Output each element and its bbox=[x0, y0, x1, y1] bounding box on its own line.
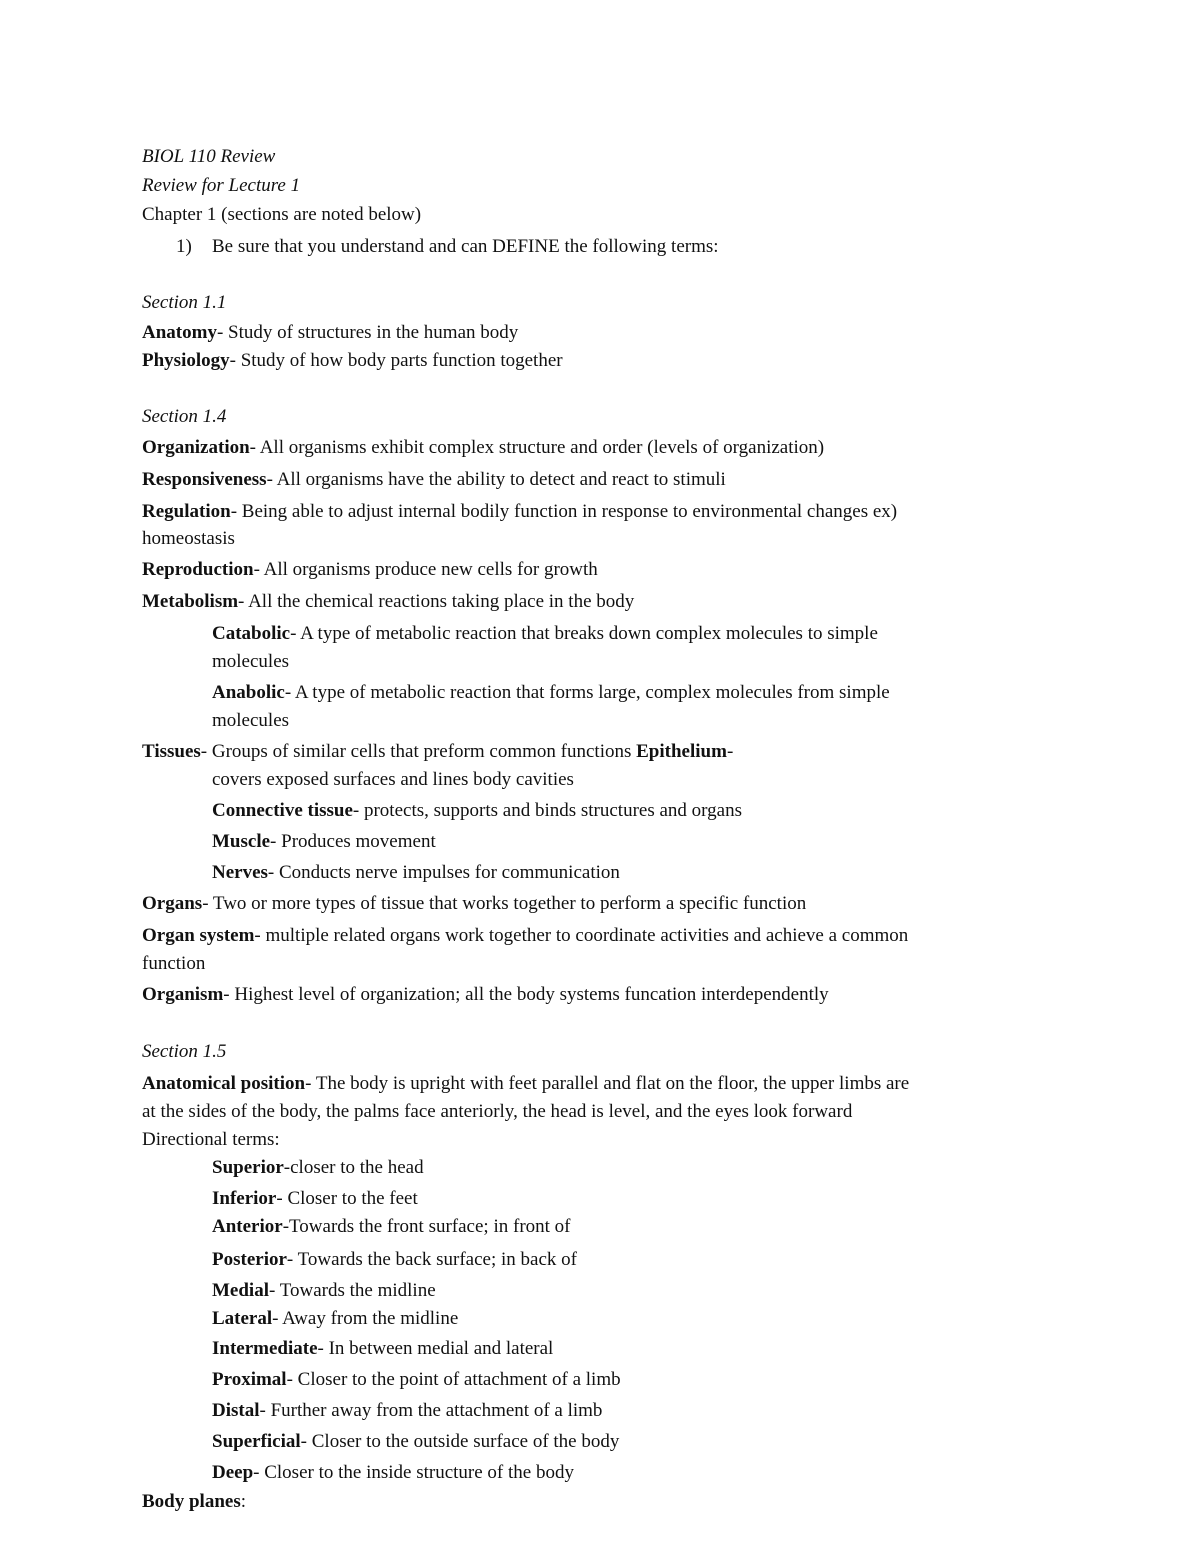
term-label-epithelium: Epithelium bbox=[636, 741, 727, 762]
term-definition: - A type of metabolic reaction that breaks down complex molecules to simple bbox=[290, 623, 878, 644]
term-definition: - bbox=[726, 741, 734, 762]
term-definition: - multiple related organs work together to coordinate activities and achieve a common bbox=[254, 925, 909, 946]
term-catabolic-cont: molecules bbox=[212, 651, 290, 672]
term-anatomy bbox=[142, 322, 518, 344]
term-tissues bbox=[142, 741, 733, 763]
term-label: Anatomical position bbox=[142, 1073, 306, 1094]
term-lateral bbox=[212, 1308, 458, 1330]
term-anabolic bbox=[212, 682, 890, 704]
term-regulation bbox=[142, 501, 897, 523]
term-definition: - All organisms exhibit complex structure and order (levels of organization) bbox=[249, 437, 825, 458]
term-anatomical-position bbox=[142, 1073, 909, 1095]
term-label: Physiology bbox=[142, 350, 230, 371]
term-anatomical-position-cont: at the sides of the body, the palms face anteriorly, the head is level, and the eyes look forward bbox=[142, 1101, 853, 1122]
term-definition: - Towards the back surface; in back of bbox=[286, 1249, 577, 1270]
term-definition: - Study of how body parts function together bbox=[229, 350, 563, 371]
term-label: Organs bbox=[142, 893, 203, 914]
term-organism bbox=[142, 984, 829, 1006]
chapter-line: Chapter 1 (sections are noted below) bbox=[142, 204, 422, 225]
term-definition: - All organisms produce new cells for growth bbox=[253, 559, 598, 580]
term-label: Organ system bbox=[142, 925, 255, 946]
term-definition: -Towards the front surface; in front of bbox=[282, 1216, 571, 1237]
term-label: Regulation bbox=[142, 501, 231, 522]
term-label: Intermediate bbox=[212, 1338, 318, 1359]
term-deep bbox=[212, 1462, 574, 1484]
term-definition: - Study of structures in the human body bbox=[216, 322, 519, 343]
term-label: Medial bbox=[212, 1280, 269, 1301]
term-label: Posterior bbox=[212, 1249, 287, 1270]
term-label: Deep bbox=[212, 1462, 254, 1483]
term-organ-system-cont: function bbox=[142, 953, 206, 974]
term-definition: - Two or more types of tissue that works together to perform a specific function bbox=[202, 893, 807, 914]
term-definition: - Highest level of organization; all the body systems funcation interdependently bbox=[223, 984, 829, 1005]
term-body-planes bbox=[142, 1491, 246, 1513]
term-definition: - Further away from the attachment of a limb bbox=[259, 1400, 603, 1421]
term-definition: - Closer to the feet bbox=[276, 1188, 418, 1209]
term-definition: - Closer to the point of attachment of a limb bbox=[286, 1369, 621, 1390]
term-reproduction bbox=[142, 559, 598, 581]
term-label: Muscle bbox=[212, 831, 271, 852]
term-label: Reproduction bbox=[142, 559, 254, 580]
term-catabolic bbox=[212, 623, 878, 645]
term-definition: - All organisms have the ability to detect and react to stimuli bbox=[266, 469, 726, 490]
section-heading-1-1: Section 1.1 bbox=[142, 292, 227, 313]
term-definition: - Conducts nerve impulses for communication bbox=[267, 862, 620, 883]
section-heading-1-4: Section 1.4 bbox=[142, 406, 227, 427]
term-definition: - Closer to the inside structure of the body bbox=[253, 1462, 574, 1483]
term-label: Nerves bbox=[212, 862, 268, 883]
term-label: Distal bbox=[212, 1400, 260, 1421]
term-inferior bbox=[212, 1188, 418, 1210]
term-label: Proximal bbox=[212, 1369, 287, 1390]
term-superficial bbox=[212, 1431, 619, 1453]
term-definition: - A type of metabolic reaction that forms large, complex molecules from simple bbox=[284, 682, 890, 703]
term-posterior bbox=[212, 1249, 577, 1271]
term-definition: - The body is upright with feet parallel and flat on the floor, the upper limbs are bbox=[305, 1073, 910, 1094]
term-organs bbox=[142, 893, 806, 915]
term-label: Anatomy bbox=[142, 322, 217, 343]
term-label: Superior bbox=[212, 1157, 284, 1178]
term-label: Organism bbox=[142, 984, 224, 1005]
term-muscle bbox=[212, 831, 436, 853]
term-definition: - In between medial and lateral bbox=[317, 1338, 554, 1359]
term-organ-system bbox=[142, 925, 908, 947]
term-connective-tissue bbox=[212, 800, 742, 822]
term-label: Connective tissue bbox=[212, 800, 353, 821]
term-label: Responsiveness bbox=[142, 469, 267, 490]
term-definition: : bbox=[240, 1491, 247, 1512]
instruction-number: 1) bbox=[176, 236, 192, 257]
term-definition: - Being able to adjust internal bodily function in response to environmental changes ex) bbox=[230, 501, 898, 522]
term-intermediate bbox=[212, 1338, 553, 1360]
term-physiology bbox=[142, 350, 563, 372]
term-definition: - Closer to the outside surface of the body bbox=[300, 1431, 620, 1452]
course-title: BIOL 110 Review bbox=[142, 146, 276, 167]
term-label: Superficial bbox=[212, 1431, 301, 1452]
term-label: Anabolic bbox=[212, 682, 285, 703]
term-anterior bbox=[212, 1216, 571, 1238]
term-proximal bbox=[212, 1369, 621, 1391]
term-definition: - Towards the midline bbox=[269, 1280, 436, 1301]
term-label: Tissues bbox=[142, 741, 201, 762]
term-anabolic-cont: molecules bbox=[212, 710, 290, 731]
term-organization bbox=[142, 437, 824, 459]
term-medial bbox=[212, 1280, 436, 1302]
term-label: Inferior bbox=[212, 1188, 277, 1209]
term-superior bbox=[212, 1157, 424, 1179]
term-definition: - Away from the midline bbox=[272, 1308, 459, 1329]
term-label: Organization bbox=[142, 437, 250, 458]
term-epithelium-cont: covers exposed surfaces and lines body cavities bbox=[212, 769, 574, 790]
term-label: Metabolism bbox=[142, 591, 239, 612]
term-label: Anterior bbox=[212, 1216, 283, 1237]
directional-terms-label: Directional terms: bbox=[142, 1129, 280, 1150]
instruction-text: Be sure that you understand and can DEFINE the following terms: bbox=[212, 236, 719, 257]
term-label: Body planes bbox=[142, 1491, 241, 1512]
term-metabolism bbox=[142, 591, 634, 613]
lecture-title: Review for Lecture 1 bbox=[142, 175, 301, 196]
term-nerves bbox=[212, 862, 620, 884]
term-definition: - Groups of similar cells that preform common functions bbox=[200, 741, 637, 762]
term-label: Lateral bbox=[212, 1308, 273, 1329]
term-definition: -closer to the head bbox=[283, 1157, 424, 1178]
term-regulation-cont: homeostasis bbox=[142, 528, 235, 549]
term-definition: - protects, supports and binds structures and organs bbox=[352, 800, 742, 821]
term-definition: - Produces movement bbox=[270, 831, 436, 852]
term-definition: - All the chemical reactions taking place in the body bbox=[238, 591, 635, 612]
section-heading-1-5: Section 1.5 bbox=[142, 1041, 227, 1062]
term-responsiveness bbox=[142, 469, 726, 491]
term-label: Catabolic bbox=[212, 623, 291, 644]
term-distal bbox=[212, 1400, 602, 1422]
